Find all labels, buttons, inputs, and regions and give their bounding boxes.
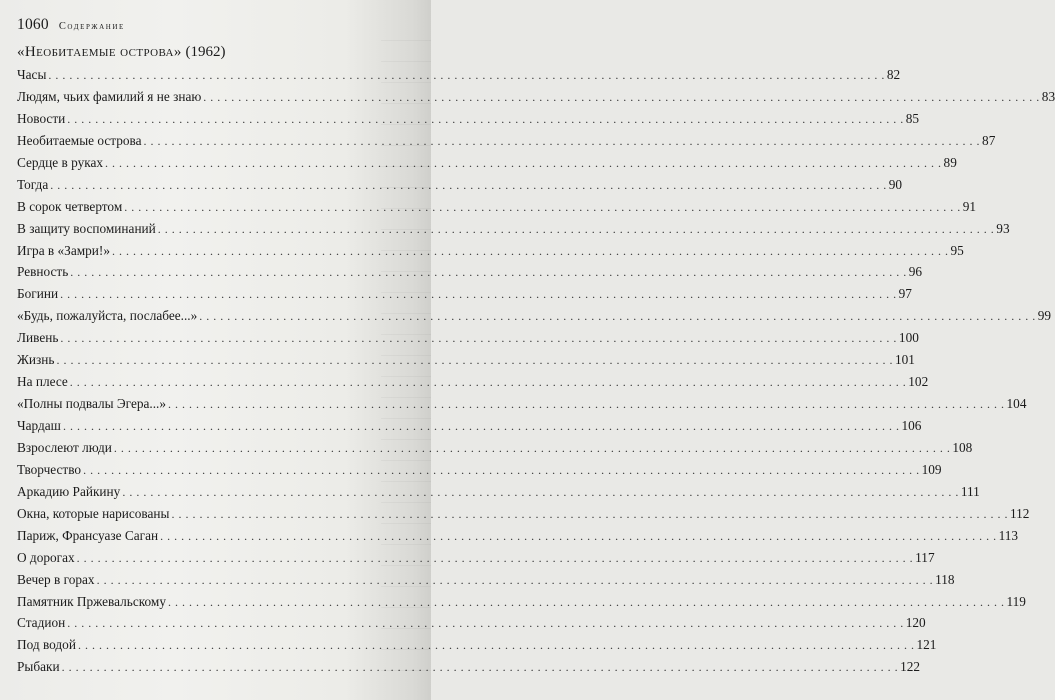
toc-entry-title: Окна, которые нарисованы [17,505,170,521]
toc-entry-title: Тогда [17,176,49,192]
dot-leader: . . . . . . . . . . . . . . . . . . . . . . . . . . . . . . . . . . . . . . . . . . . . . . . . . . . . . . . . . . . . . . . . . . . . . . . . . . . . . . . . . . . . . . . . . . . . . . . . . . . . . . . . . . . . . . . . . . . . . . . . [124,199,961,214]
toc-entry-title: Рыбаки [17,659,60,675]
toc-entry [17,439,973,462]
toc-entry-title: Сердце в руках [17,154,104,170]
toc-entry-page: 108 [952,439,973,455]
dot-leader: . . . . . . . . . . . . . . . . . . . . . . . . . . . . . . . . . . . . . . . . . . . . . . . . . . . . . . . . . . . . . . . . . . . . . . . . . . . . . . . . . . . . . . . . . . . . . . . . . . . . . . . . . . . . . . . . . . . . . . . . [143,133,981,148]
toc-entry-title: Творчество [17,461,82,477]
toc-entry [17,571,955,594]
toc-entry-page: 95 [950,242,964,258]
toc-entry [17,242,964,265]
dot-leader: . . . . . . . . . . . . . . . . . . . . . . . . . . . . . . . . . . . . . . . . . . . . . . . . . . . . . . . . . . . . . . . . . . . . . . . . . . . . . . . . . . . . . . . . . . . . . . . . . . . . . . . . . . . . . . . . . . . . . . . . [62,419,900,433]
dot-leader: . . . . . . . . . . . . . . . . . . . . . . . . . . . . . . . . . . . . . . . . . . . . . . . . . . . . . . . . . . . . . . . . . . . . . . . . . . . . . . . . . . . . . . . . . . . . . . . . . . . . . . . . . . . . . . . . . . . . . . . . [77,638,915,653]
toc-entry [17,110,920,133]
dot-leader: . . . . . . . . . . . . . . . . . . . . . . . . . . . . . . . . . . . . . . . . . . . . . . . . . . . . . . . . . . . . . . . . . . . . . . . . . . . . . . . . . . . . . . . . . . . . . . . . . . . . . . . . . . . . . . . . . . . . . . . . [113,440,951,455]
toc-entry-page: 122 [900,659,921,675]
toc-entry-title: Ревность [17,264,69,280]
toc-entry-page: 121 [916,637,937,653]
dot-leader: . . . . . . . . . . . . . . . . . . . . . . . . . . . . . . . . . . . . . . . . . . . . . . . . . . . . . . . . . . . . . . . . . . . . . . . . . . . . . . . . . . . . . . . . . . . . . . . . . . . . . . . . . . . . . . . . . . . . . . . . [69,375,907,390]
toc-entry [17,132,996,155]
toc-entry-page: 113 [998,527,1019,543]
toc-entry-title: Новости [17,110,66,126]
toc-entry-title: «Будь, пожалуйста, послабее...» [17,308,198,324]
dot-leader: . . . . . . . . . . . . . . . . . . . . . . . . . . . . . . . . . . . . . . . . . . . . . . . . . . . . . . . . . . . . . . . . . . . . . . . . . . . . . . . . . . . . . . . . . . . . . . . . . . . . . . . . . . . . . . . . . . . . . . . . [105,155,942,170]
dot-leader: . . . . . . . . . . . . . . . . . . . . . . . . . . . . . . . . . . . . . . . . . . . . . . . . . . . . . . . . . . . . . . . . . . . . . . . . . . . . . . . . . . . . . . . . . . . . . . . . . . . . . . . . . . . . . . . . . . . . . . . . [50,177,887,192]
toc-entry-page: 102 [908,374,929,390]
toc-entry [17,505,1030,528]
toc-entry-title: Чардаш [17,418,61,433]
toc-entry-page: 87 [982,132,996,148]
toc-entry [17,67,901,89]
toc-entry-page: 112 [1009,505,1030,521]
toc-entry-page: 82 [886,67,901,82]
toc-entry [17,374,929,396]
toc-entry-page: 96 [908,264,923,280]
toc-entry [17,352,915,374]
toc-entry-title: Аркадию Райкину [17,483,121,499]
toc-entry-page: 109 [921,461,942,477]
toc-entry-page: 89 [943,154,957,170]
dot-leader: . . . . . . . . . . . . . . . . . . . . . . . . . . . . . . . . . . . . . . . . . . . . . . . . . . . . . . . . . . . . . . . . . . . . . . . . . . . . . . . . . . . . . . . . . . . . . . . . . . . . . . . . . . . . . . . . . . . . . . . . [96,572,934,587]
toc-entry-page: 111 [960,483,980,499]
toc-entry-title: Париж, Франсуазе Саган [17,527,159,543]
toc-entry-title: Стадион [17,615,66,631]
toc-entry [17,659,921,681]
toc-entry-title: Богини [17,286,59,302]
toc-entry-title: Вечер в горах [17,571,95,587]
toc-entry [17,461,942,484]
toc-entry-title: В сорок четвертом [17,198,123,214]
toc-entry-title: На плесе [17,374,68,390]
toc-entry-page: 97 [898,286,912,302]
toc-entry-page: 85 [905,110,920,126]
toc-entry [17,527,1019,550]
page-header [17,16,125,34]
toc-entry-title: Под водой [17,637,76,653]
dot-leader: . . . . . . . . . . . . . . . . . . . . . . . . . . . . . . . . . . . . . . . . . . . . . . . . . . . . . . . . . . . . . . . . . . . . . . . . . . . . . . . . . . . . . . . . . . . . . . . . . . . . . . . . . . . . . . . . . . . . . . . . [67,616,904,631]
toc-entry [17,176,903,199]
section-title-text: «Необитаемые острова» [17,44,182,60]
toc-entry-page: 120 [905,615,926,631]
toc-entry-page: 83 [1041,88,1055,104]
toc-entry-page: 99 [1037,308,1052,324]
dot-leader: . . . . . . . . . . . . . . . . . . . . . . . . . . . . . . . . . . . . . . . . . . . . . . . . . . . . . . . . . . . . . . . . . . . . . . . . . . . . . . . . . . . . . . . . . . . . . . . . . . . . . . . . . . . . . . . . . . . . . . . . [122,484,959,499]
dot-leader: . . . . . . . . . . . . . . . . . . . . . . . . . . . . . . . . . . . . . . . . . . . . . . . . . . . . . . . . . . . . . . . . . . . . . . . . . . . . . . . . . . . . . . . . . . . . . . . . . . . . . . . . . . . . . . . . . . . . . . . . [83,462,920,477]
toc-entry-title: Ливень [17,330,59,346]
toc-entry-title: Взрослеют люди [17,439,112,455]
toc-entry-title: Памятник Пржевальскому [17,593,166,609]
toc-entry-title: О дорогах [17,549,75,565]
dot-leader: . . . . . . . . . . . . . . . . . . . . . . . . . . . . . . . . . . . . . . . . . . . . . . . . . . . . . . . . . . . . . . . . . . . . . . . . . . . . . . . . . . . . . . . . . . . . . . . . . . . . . . . . . . . . . . . . . . . . . . . . [168,594,1005,609]
dot-leader: . . . . . . . . . . . . . . . . . . . . . . . . . . . . . . . . . . . . . . . . . . . . . . . . . . . . . . . . . . . . . . . . . . . . . . . . . . . . . . . . . . . . . . . . . . . . . . . . . . . . . . . . . . . . . . . . . . . . . . . . [157,221,995,236]
dot-leader: . . . . . . . . . . . . . . . . . . . . . . . . . . . . . . . . . . . . . . . . . . . . . . . . . . . . . . . . . . . . . . . . . . . . . . . . . . . . . . . . . . . . . . . . . . . . . . . . . . . . . . . . . . . . . . . . . . . . . . . . [112,243,949,258]
toc-entry [17,483,980,506]
toc-entry [17,330,919,352]
toc-entry-page: 100 [898,330,919,346]
dot-leader: . . . . . . . . . . . . . . . . . . . . . . . . . . . . . . . . . . . . . . . . . . . . . . . . . . . . . . . . . . . . . . . . . . . . . . . . . . . . . . . . . . . . . . . . . . . . . . . . . . . . . . . . . . . . . . . . . . . . . . . . [56,353,893,368]
toc-entry [17,88,1055,111]
toc-entry [17,396,1027,418]
toc-entry-page: 93 [996,220,1010,236]
toc-entry-title: Жизнь [17,352,55,368]
toc-entry [17,637,937,659]
toc-entry-page: 104 [1006,396,1027,412]
toc-entry-title: «Полны подвалы Эгера...» [17,396,167,412]
toc-entry-page: 91 [962,198,977,214]
running-title: Содержание [58,21,125,32]
dot-leader: . . . . . . . . . . . . . . . . . . . . . . . . . . . . . . . . . . . . . . . . . . . . . . . . . . . . . . . . . . . . . . . . . . . . . . . . . . . . . . . . . . . . . . . . . . . . . . . . . . . . . . . . . . . . . . . . . . . . . . . . [67,111,904,126]
section-year: (1962) [185,44,226,60]
dot-leader: . . . . . . . . . . . . . . . . . . . . . . . . . . . . . . . . . . . . . . . . . . . . . . . . . . . . . . . . . . . . . . . . . . . . . . . . . . . . . . . . . . . . . . . . . . . . . . . . . . . . . . . . . . . . . . . . . . . . . . . . [203,89,1040,104]
toc-entry [17,264,923,286]
dot-leader: . . . . . . . . . . . . . . . . . . . . . . . . . . . . . . . . . . . . . . . . . . . . . . . . . . . . . . . . . . . . . . . . . . . . . . . . . . . . . . . . . . . . . . . . . . . . . . . . . . . . . . . . . . . . . . . . . . . . . . . . [48,68,885,82]
dot-leader: . . . . . . . . . . . . . . . . . . . . . . . . . . . . . . . . . . . . . . . . . . . . . . . . . . . . . . . . . . . . . . . . . . . . . . . . . . . . . . . . . . . . . . . . . . . . . . . . . . . . . . . . . . . . . . . . . . . . . . . . [160,528,997,543]
page-number: 1060 [17,16,49,33]
dot-leader: . . . . . . . . . . . . . . . . . . . . . . . . . . . . . . . . . . . . . . . . . . . . . . . . . . . . . . . . . . . . . . . . . . . . . . . . . . . . . . . . . . . . . . . . . . . . . . . . . . . . . . . . . . . . . . . . . . . . . . . . [60,331,897,346]
toc-entry [17,418,922,440]
dot-leader: . . . . . . . . . . . . . . . . . . . . . . . . . . . . . . . . . . . . . . . . . . . . . . . . . . . . . . . . . . . . . . . . . . . . . . . . . . . . . . . . . . . . . . . . . . . . . . . . . . . . . . . . . . . . . . . . . . . . . . . . [171,506,1008,521]
toc-entry [17,220,1010,243]
dot-leader: . . . . . . . . . . . . . . . . . . . . . . . . . . . . . . . . . . . . . . . . . . . . . . . . . . . . . . . . . . . . . . . . . . . . . . . . . . . . . . . . . . . . . . . . . . . . . . . . . . . . . . . . . . . . . . . . . . . . . . . . [60,287,897,302]
toc-entry [17,198,977,221]
toc-entry-page: 101 [894,352,915,368]
toc-entry [17,308,1052,330]
toc-entry-title: Часы [17,67,47,82]
toc-entry-title: Людям, чьих фамилий я не знаю [17,88,202,104]
toc-entry [17,286,912,308]
toc-entry-page: 119 [1006,593,1026,609]
toc-list [17,67,1055,681]
dot-leader: . . . . . . . . . . . . . . . . . . . . . . . . . . . . . . . . . . . . . . . . . . . . . . . . . . . . . . . . . . . . . . . . . . . . . . . . . . . . . . . . . . . . . . . . . . . . . . . . . . . . . . . . . . . . . . . . . . . . . . . . [70,265,907,280]
toc-entry [17,615,926,637]
toc-entry-page: 118 [935,571,955,587]
dot-leader: . . . . . . . . . . . . . . . . . . . . . . . . . . . . . . . . . . . . . . . . . . . . . . . . . . . . . . . . . . . . . . . . . . . . . . . . . . . . . . . . . . . . . . . . . . . . . . . . . . . . . . . . . . . . . . . . . . . . . . . . [199,309,1036,324]
toc-entry [17,593,1026,616]
dot-leader: . . . . . . . . . . . . . . . . . . . . . . . . . . . . . . . . . . . . . . . . . . . . . . . . . . . . . . . . . . . . . . . . . . . . . . . . . . . . . . . . . . . . . . . . . . . . . . . . . . . . . . . . . . . . . . . . . . . . . . . . [76,550,914,565]
section-title [17,44,226,61]
toc-entry [17,549,935,572]
toc-entry-page: 117 [915,549,935,565]
toc-entry-title: Необитаемые острова [17,132,142,148]
toc-entry-page: 106 [901,418,922,433]
toc-entry-title: Игра в «Замри!» [17,242,111,258]
dot-leader: . . . . . . . . . . . . . . . . . . . . . . . . . . . . . . . . . . . . . . . . . . . . . . . . . . . . . . . . . . . . . . . . . . . . . . . . . . . . . . . . . . . . . . . . . . . . . . . . . . . . . . . . . . . . . . . . . . . . . . . . [61,660,899,675]
dot-leader: . . . . . . . . . . . . . . . . . . . . . . . . . . . . . . . . . . . . . . . . . . . . . . . . . . . . . . . . . . . . . . . . . . . . . . . . . . . . . . . . . . . . . . . . . . . . . . . . . . . . . . . . . . . . . . . . . . . . . . . . [168,397,1005,412]
toc-entry [17,154,957,177]
toc-entry-title: В защиту воспоминаний [17,220,156,236]
toc-entry-page: 90 [888,176,903,192]
